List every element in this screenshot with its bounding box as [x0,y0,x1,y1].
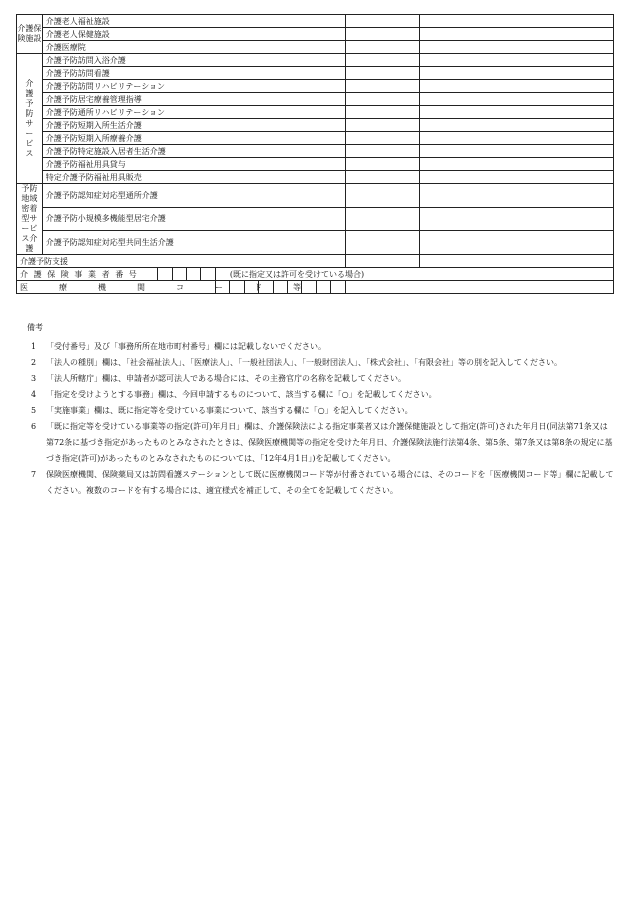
note-text: 「法人所轄庁」欄は、申請者が認可法人である場合には、その主務官庁の名称を記載してください。 [46,374,406,383]
check-cell[interactable] [345,119,419,132]
date-cell[interactable] [419,15,613,28]
note-item [22,371,614,387]
table-row [17,54,614,67]
check-cell[interactable] [345,41,419,54]
check-cell[interactable] [345,67,419,80]
digit-cell[interactable] [186,268,200,281]
note-number: 2 [31,358,37,367]
table-row [17,67,614,80]
digit-cell[interactable] [158,268,172,281]
note-item [22,355,614,371]
table-row [17,158,614,171]
note-number: 1 [31,342,37,351]
date-cell[interactable] [419,67,613,80]
date-cell[interactable] [419,255,613,268]
date-cell[interactable] [419,132,613,145]
note-text: 保険医療機関、保険薬局又は訪問看護ステーションとして既に医療機関コード等が付番されている場合には、そのコードを「医療機関コード等」欄に記載してください。複数のコードを有する場合には、適宜様式を補正して、その全てを記載してください。 [46,470,614,495]
service-table [16,14,614,294]
check-cell[interactable] [345,207,419,231]
check-cell[interactable] [345,171,419,184]
table-row [17,132,614,145]
check-cell[interactable] [345,255,419,268]
date-cell[interactable] [419,158,613,171]
service-name: 介護予防居宅療養管理指導 [42,93,345,106]
table-row [17,268,614,281]
service-name: 介護予防短期入所療養介護 [42,132,345,145]
date-cell[interactable] [419,80,613,93]
service-name: 介護予防特定施設入居者生活介護 [42,145,345,158]
support-row-label: 介護予防支援 [17,255,346,268]
medical-code-label: 医療機関コード等 [17,281,216,294]
service-name: 介護予防訪問リハビリテーション [42,80,345,93]
remarks-title: 備考 [27,323,43,332]
check-cell[interactable] [345,132,419,145]
table-row [17,281,614,294]
note-text: 「法人の種別」欄は、「社会福祉法人」、「医療法人」、「一般社団法人」、「一般財団法人」、「株式会社」、「有限会社」等の別を記入してください。 [46,358,562,367]
date-cell[interactable] [419,119,613,132]
service-name: 介護予防認知症対応型通所介護 [42,184,345,208]
date-cell[interactable] [419,145,613,158]
date-cell[interactable] [419,171,613,184]
note-item [22,419,614,467]
insurer-number-note: (既に指定又は許可を受けている場合) [215,268,613,281]
table-row [17,145,614,158]
table-row [17,41,614,54]
service-name: 介護老人保健施設 [42,28,345,41]
note-item [22,467,614,499]
date-cell[interactable] [419,93,613,106]
date-cell[interactable] [419,231,613,255]
service-name: 特定介護予防福祉用具販売 [42,171,345,184]
check-cell[interactable] [345,106,419,119]
table-row [17,171,614,184]
table-row [17,119,614,132]
note-text: 「既に指定等を受けている事業等の指定(許可)年月日」欄は、介護保険法による指定事業者又は介護保健施設として指定(許可)された年月日(同法第71条又は第72条に基づき指定があったものとみなされたときは、保険医療機関等の指定を受けた年月日、介護保険法施行法第4条、第5条、第7条又は第8条の規定に基づき指定(許可)があったものとみなされたものについては、「12年4月1日」)を記載してください。 [46,422,613,463]
check-cell[interactable] [345,184,419,208]
service-name: 介護予防認知症対応型共同生活介護 [42,231,345,255]
check-cell[interactable] [345,28,419,41]
date-cell[interactable] [419,28,613,41]
table-row [17,28,614,41]
group-label: 介護保険施設 [17,15,43,54]
service-name: 介護予防福祉用具貸与 [42,158,345,171]
note-number: 7 [31,470,37,479]
date-cell[interactable] [419,184,613,208]
table-row [17,231,614,255]
date-cell[interactable] [419,41,613,54]
note-text: 「受付番号」及び「事務所所在地市町村番号」欄には記載しないでください。 [46,342,326,351]
service-name: 介護予防訪問入浴介護 [42,54,345,67]
digit-cell[interactable] [331,281,346,294]
table-row [17,15,614,28]
service-name: 介護予防短期入所生活介護 [42,119,345,132]
note-number: 3 [31,374,37,383]
date-cell[interactable] [419,207,613,231]
note-number: 5 [31,406,37,415]
note-text: 「指定を受けようとする事務」欄は、今回申請するものについて、該当する欄に「○」を記載してください。 [46,390,437,399]
note-item [22,403,614,419]
check-cell[interactable] [345,54,419,67]
note-number: 6 [31,422,37,431]
note-item [22,387,614,403]
service-name: 介護予防通所リハビリテーション [42,106,345,119]
blank-cell [345,281,613,294]
group-label: 介護予防サービス [17,54,43,184]
table-row [17,184,614,208]
digit-cell[interactable] [201,268,215,281]
digit-cell[interactable] [172,268,186,281]
table-row [17,207,614,231]
note-item [22,339,614,355]
service-name: 介護老人福祉施設 [42,15,345,28]
insurer-number-label: 介護保険事業者番号 [17,268,158,281]
check-cell[interactable] [345,15,419,28]
service-name: 介護医療院 [42,41,345,54]
check-cell[interactable] [345,80,419,93]
table-row [17,255,614,268]
group-label: 予防地域密着型サービス介護 [17,184,43,255]
remarks-section [22,320,614,499]
check-cell[interactable] [345,158,419,171]
date-cell[interactable] [419,54,613,67]
note-number: 4 [31,390,37,399]
service-name: 介護予防小規模多機能型居宅介護 [42,207,345,231]
date-cell[interactable] [419,106,613,119]
check-cell[interactable] [345,93,419,106]
note-text: 「実施事業」欄は、既に指定等を受けている事業について、該当する欄に「○」を記入してください。 [46,406,413,415]
table-row [17,106,614,119]
table-row [17,80,614,93]
check-cell[interactable] [345,231,419,255]
table-row [17,93,614,106]
service-name: 介護予防訪問看護 [42,67,345,80]
check-cell[interactable] [345,145,419,158]
